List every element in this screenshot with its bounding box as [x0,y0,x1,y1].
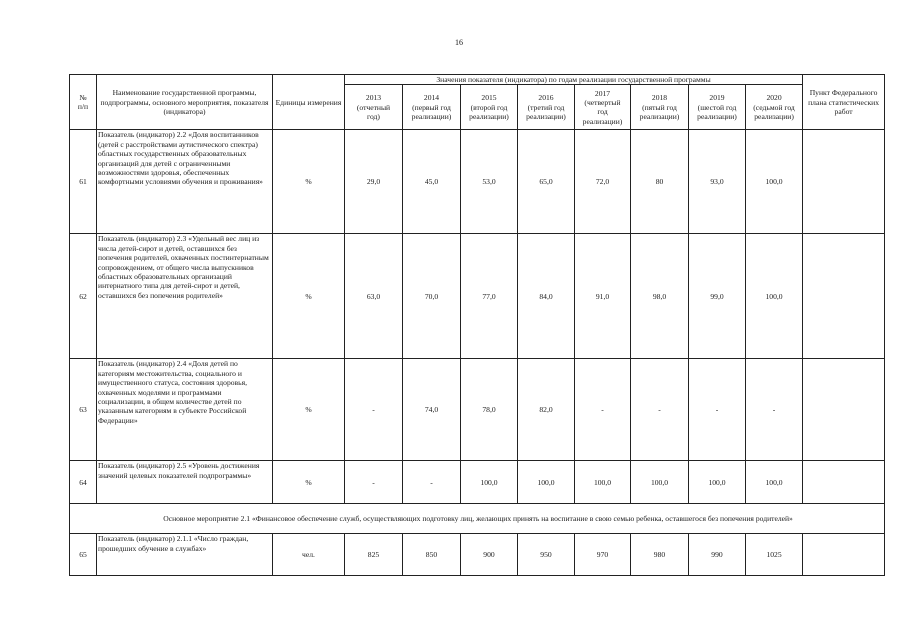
plan-item [803,130,885,234]
header-units: Единицы измерения [273,75,345,130]
value-2017: 100,0 [575,461,631,504]
value-2019: 100,0 [689,461,746,504]
unit: % [273,359,345,461]
header-year-2015: 2015 (второй год реализации) [461,85,518,130]
unit: % [273,461,345,504]
value-2016: 950 [518,534,575,576]
indicator-name: Показатель (индикатор) 2.3 «Удельный вес лиц из числа детей-сирот и детей, оставшихся без попечения родителей, охваченных постинтернатным сопровождением, от общего числа выпускников областных образовательных организаций интернатного типа для детей-сирот и детей, оставшихся без попечения родителей» [97,234,273,359]
plan-item [803,461,885,504]
plan-item [803,534,885,576]
value-2020: 100,0 [746,234,803,359]
header-year-2017: 2017 (четвертый год реализации) [575,85,631,130]
plan-item [803,359,885,461]
header-year-2016: 2016 (третий год реализации) [518,85,575,130]
table-row [70,234,885,359]
value-2015: 77,0 [461,234,518,359]
header-row-1 [70,75,885,85]
header-values-span: Значения показателя (индикатора) по годам реализации государственной программы [345,75,803,85]
value-2014: 45,0 [403,130,461,234]
value-2013: - [345,461,403,504]
row-number: 63 [70,359,97,461]
value-2017: 970 [575,534,631,576]
unit: % [273,130,345,234]
value-2015: 78,0 [461,359,518,461]
row-number: 64 [70,461,97,504]
value-2020: - [746,359,803,461]
table-row [70,534,885,576]
indicator-name: Показатель (индикатор) 2.1.1 «Число граждан, прошедших обучение в службах» [97,534,273,576]
indicator-name: Показатель (индикатор) 2.2 «Доля воспитанников (детей с расстройствами аутистического спектра) областных государственных образовательных организаций для детей с ограниченными возможностями здоровья, обеспеченных комфортными условиями обучения и проживания» [97,130,273,234]
unit: чел. [273,534,345,576]
row-number: 65 [70,534,97,576]
value-2019: 99,0 [689,234,746,359]
table-row [70,461,885,504]
value-2020: 100,0 [746,130,803,234]
value-2014: 74,0 [403,359,461,461]
value-2018: 80 [631,130,689,234]
value-2020: 100,0 [746,461,803,504]
value-2016: 65,0 [518,130,575,234]
indicator-name: Показатель (индикатор) 2.5 «Уровень достижения значений целевых показателей подпрограммы» [97,461,273,504]
value-2013: 825 [345,534,403,576]
main-event-row [70,504,885,534]
value-2013: - [345,359,403,461]
header-year-2019: 2019 (шестой год реализации) [689,85,746,130]
header-year-2014: 2014 (первый год реализации) [403,85,461,130]
value-2015: 53,0 [461,130,518,234]
value-2019: - [689,359,746,461]
page-number: 16 [455,38,463,47]
value-2018: 98,0 [631,234,689,359]
row-number: 61 [70,130,97,234]
header-num: № п/п [70,75,97,130]
header-name: Наименование государственной программы, подпрограммы, основного мероприятия, показателя (индикатора) [97,75,273,130]
value-2019: 990 [689,534,746,576]
value-2014: 70,0 [403,234,461,359]
header-year-2013: 2013 (отчетный год) [345,85,403,130]
header-plan: Пункт Федерального плана статистических работ [803,75,885,130]
unit: % [273,234,345,359]
value-2016: 100,0 [518,461,575,504]
value-2015: 100,0 [461,461,518,504]
value-2013: 63,0 [345,234,403,359]
value-2020: 1025 [746,534,803,576]
value-2013: 29,0 [345,130,403,234]
value-2018: 100,0 [631,461,689,504]
table-row [70,359,885,461]
value-2016: 84,0 [518,234,575,359]
value-2018: - [631,359,689,461]
value-2015: 900 [461,534,518,576]
value-2019: 93,0 [689,130,746,234]
value-2018: 980 [631,534,689,576]
indicators-table [69,74,885,576]
header-year-2020: 2020 (седьмой год реализации) [746,85,803,130]
value-2017: 72,0 [575,130,631,234]
value-2017: - [575,359,631,461]
value-2014: 850 [403,534,461,576]
row-number: 62 [70,234,97,359]
header-year-2018: 2018 (пятый год реализации) [631,85,689,130]
indicator-name: Показатель (индикатор) 2.4 «Доля детей по категориям местожительства, социального и имущественного статуса, состояния здоровья, охваченных моделями и программами социализации, в общем количестве детей по указанным категориям в субъекте Российской Федерации» [97,359,273,461]
main-event-text: Основное мероприятие 2.1 «Финансовое обеспечение служб, осуществляющих подготовку лиц, желающих принять на воспитание в свою семью ребенка, оставшегося без попечения родителей» [70,504,885,534]
value-2017: 91,0 [575,234,631,359]
table-row [70,130,885,234]
value-2016: 82,0 [518,359,575,461]
value-2014: - [403,461,461,504]
plan-item [803,234,885,359]
